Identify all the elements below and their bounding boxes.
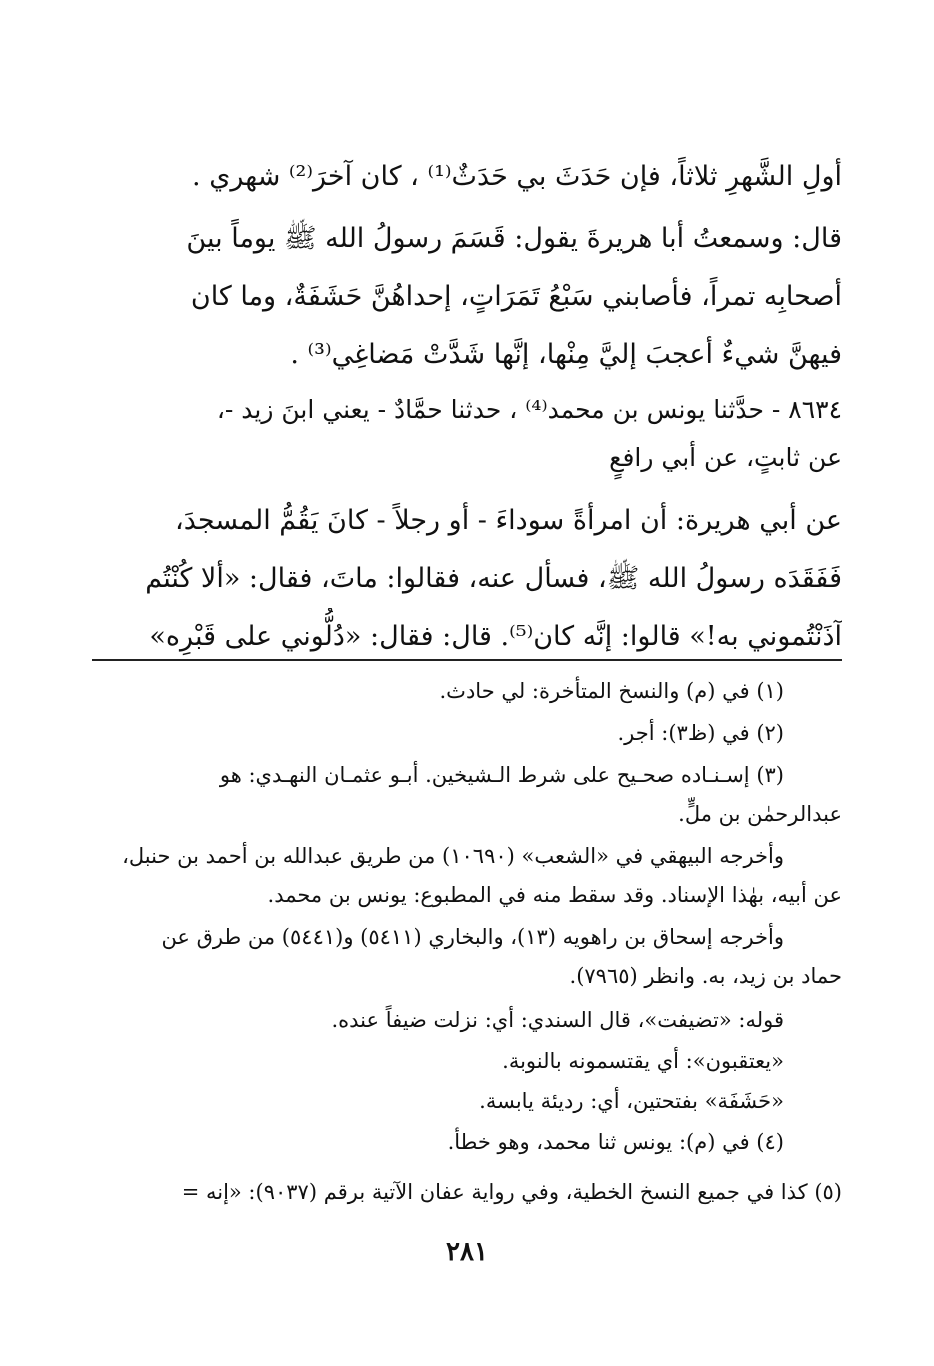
- footnote-line: (١) في (م) والنسخ المتأخرة: لي حادث.: [439, 679, 784, 703]
- text-line: عن أبي هريرة: أن امرأةً سوداءَ - أو رجلاً - كانَ يَقُمُّ المسجدَ،: [174, 505, 842, 536]
- text-line: ٨٦٣٤ - حدَّثنا يونس بن محمد⁽⁴⁾ ، حدثنا حمَّادٌ - يعني ابنَ زيد -،: [216, 395, 842, 424]
- text-line: فَفَقَدَه رسولُ الله ﷺ، فسأل عنه، فقالوا: ماتَ، فقال: «ألا كُنْتُم: [145, 563, 842, 594]
- footnote-line: (٥) كذا في جميع النسخ الخطية، وفي رواية عفان الآتية برقم (٩٠٣٧): «إنه =: [181, 1180, 842, 1204]
- footnote-line: وأخرجه إسحاق بن راهويه (١٣)، والبخاري (٥٤١١) و(٥٤٤١) من طرق عن: [161, 925, 784, 949]
- footnote-line: «حَشَفَة» بفتحتين، أي: رديئة يابسة.: [479, 1089, 784, 1113]
- text-line: أصحابِه تمراً، فأصابني سَبْعُ تَمَرَاتٍ، إحداهُنَّ حَشَفَةٌ، وما كان: [190, 281, 842, 312]
- text-line: قال: وسمعتُ أبا هريرةَ يقول: قَسَمَ رسولُ الله ﷺ يوماً بينَ: [186, 223, 842, 254]
- footnote-line: وأخرجه البيهقي في «الشعب» (١٠٦٩٠) من طريق عبدالله بن أحمد بن حنبل،: [122, 844, 784, 868]
- text-line: آذَنْتُموني به!» قالوا: إنَّه كان⁽⁵⁾. قال: فقال: «دُلُّوني على قَبْرِه»: [149, 621, 842, 652]
- page-number: ٢٨١: [446, 1237, 488, 1267]
- footnote-line: عن أبيه، بهٰذا الإسناد. وقد سقط منه في المطبوع: يونس بن محمد.: [267, 883, 842, 907]
- text-line: فيهنَّ شيءٌ أعجبَ إليَّ مِنْها، إنَّها شَدَّتْ مَضاغِي⁽³⁾ .: [290, 339, 842, 370]
- footnote-line: حماد بن زيد، به. وانظر (٧٩٦٥).: [569, 964, 842, 988]
- footnote-line: قوله: «تضيفت»، قال السندي: أي: نزلت ضيفاً عنده.: [331, 1008, 784, 1032]
- text-line: أولِ الشَّهرِ ثلاثاً، فإن حَدَثَ بي حَدَثٌ⁽¹⁾ ، كان آخرَ⁽²⁾ شهري .: [192, 161, 842, 192]
- text-line: عن ثابتٍ، عن أبي رافعٍ: [609, 443, 842, 472]
- footnote-line: (٤) في (م): يونس ثنا محمد، وهو خطأ.: [447, 1130, 784, 1154]
- footnote-line: عبدالرحمٰن بن ملٍّ.: [678, 802, 842, 826]
- footnote-line: «يعتقبون»: أي يقتسمونه بالنوبة.: [502, 1049, 784, 1073]
- hadith-isnad: [92, 386, 842, 482]
- body-paragraph-2: [92, 210, 842, 384]
- footnote-line: (٣) إسـنـاده صحـيح على شرط الـشيخين. أبـو عثمـان النهـدي: هو: [219, 763, 784, 787]
- footnote-separator: [92, 659, 842, 661]
- hadith-matn: [92, 492, 842, 666]
- footnote-line: (٢) في (ظ٣): أجر.: [617, 721, 784, 745]
- body-paragraph-1: [92, 148, 842, 206]
